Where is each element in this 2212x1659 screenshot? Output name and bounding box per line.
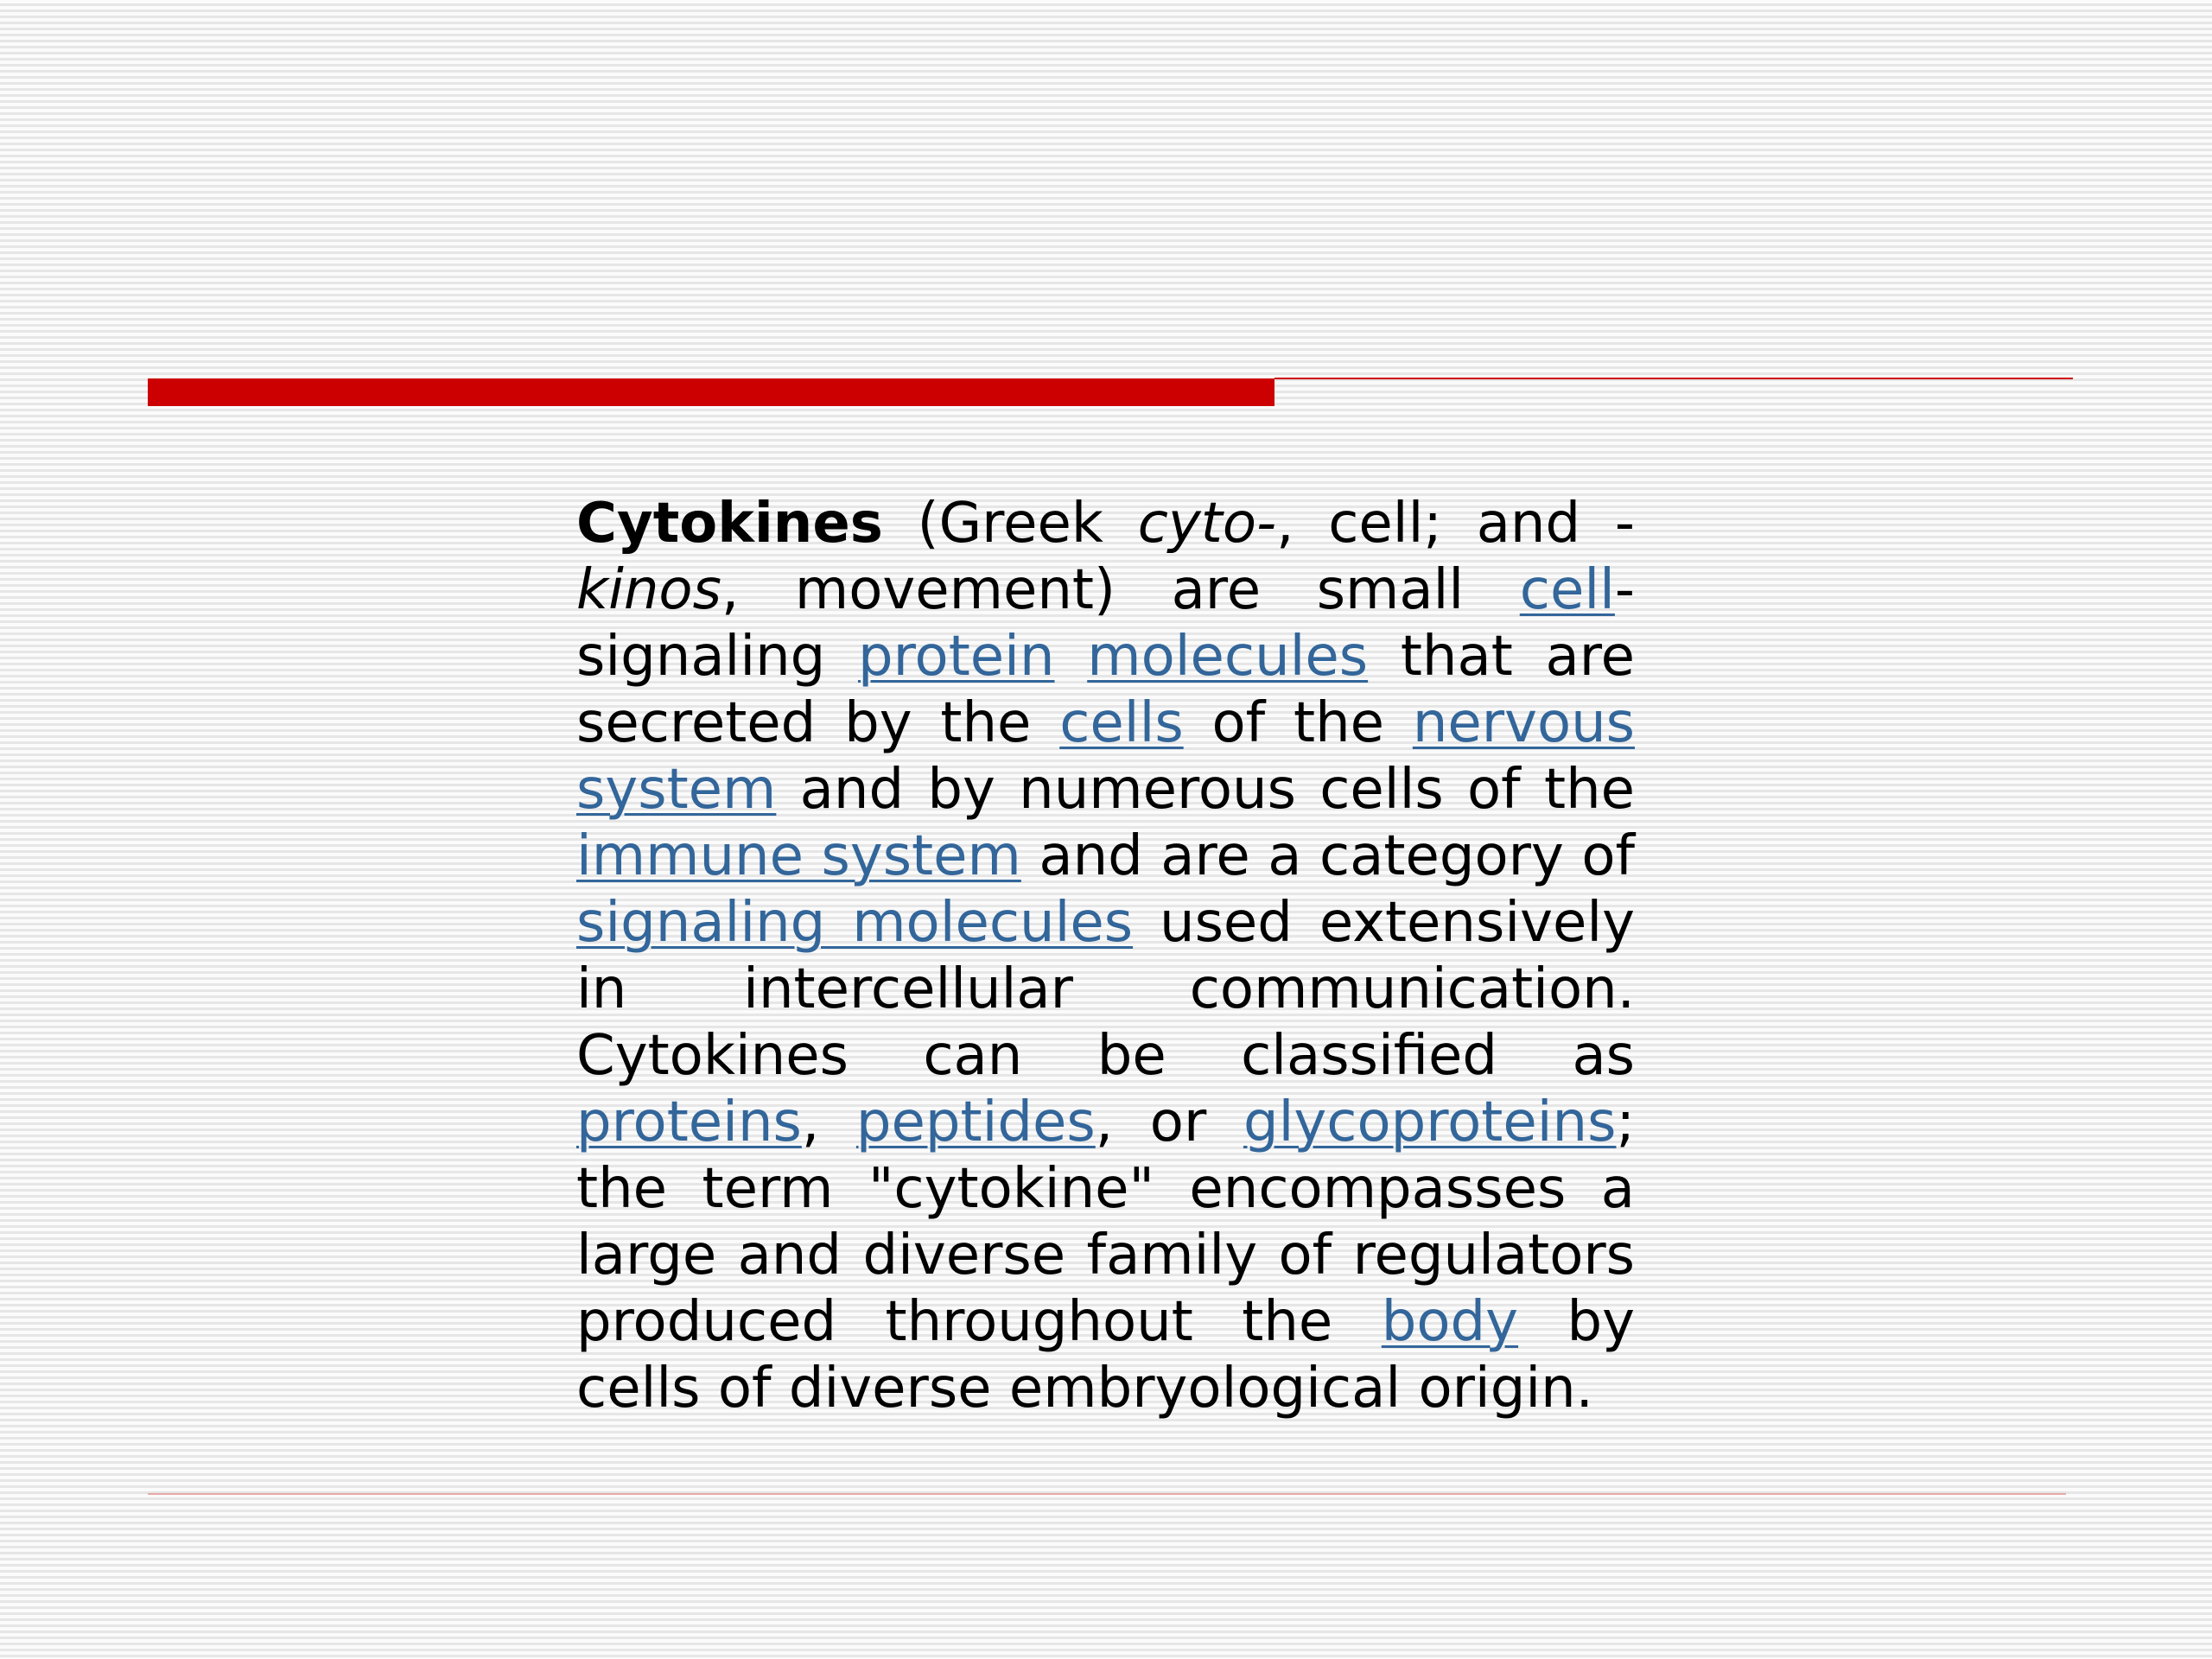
link-nervous-system[interactable]: nervous system — [576, 691, 1635, 822]
text-run: and are a category of — [1020, 824, 1635, 888]
text-run: used extensively in intercellular communication. Cytokines can be classified as — [576, 891, 1635, 1088]
link-peptides[interactable]: peptides — [855, 1090, 1096, 1154]
text-run: , — [801, 1090, 856, 1154]
text-run: ; the term "cytokine" encompasses a large and diverse family of regulators produced throughout the — [576, 1090, 1636, 1354]
link-body[interactable]: body — [1381, 1290, 1519, 1354]
term-cyto: cyto- — [1137, 492, 1277, 556]
text-run: that are secreted by the — [576, 625, 1636, 755]
text-run: of the — [1183, 691, 1413, 755]
link-signaling-molecules[interactable]: signaling molecules — [576, 891, 1134, 955]
title-accent-line — [1274, 378, 2073, 379]
text-run: , or — [1095, 1090, 1243, 1154]
term-kinos: kinos — [576, 558, 721, 622]
text-run: by cells of diverse embryological origin. — [576, 1290, 1636, 1421]
link-cells[interactable]: cells — [1059, 691, 1184, 755]
link-immune-system[interactable]: immune system — [576, 824, 1021, 888]
link-glycoproteins[interactable]: glycoproteins — [1243, 1090, 1617, 1154]
footer-divider — [148, 1493, 2066, 1495]
link-protein[interactable]: protein — [858, 625, 1055, 689]
text-run: and by numerous cells of the — [776, 758, 1635, 822]
term-cytokines: Cytokines — [576, 492, 883, 556]
link-cell[interactable]: cell — [1519, 558, 1615, 622]
link-molecules[interactable]: molecules — [1087, 625, 1369, 689]
text-run: (Greek — [882, 492, 1138, 556]
text-run: , movement) are small — [721, 558, 1520, 622]
title-accent-bar — [148, 378, 1274, 406]
text-run: , cell; and - — [1276, 492, 1636, 556]
text-run — [1055, 625, 1088, 689]
link-proteins[interactable]: proteins — [576, 1090, 802, 1154]
text-run: -signaling — [576, 558, 1635, 689]
body-paragraph — [576, 491, 1635, 1422]
